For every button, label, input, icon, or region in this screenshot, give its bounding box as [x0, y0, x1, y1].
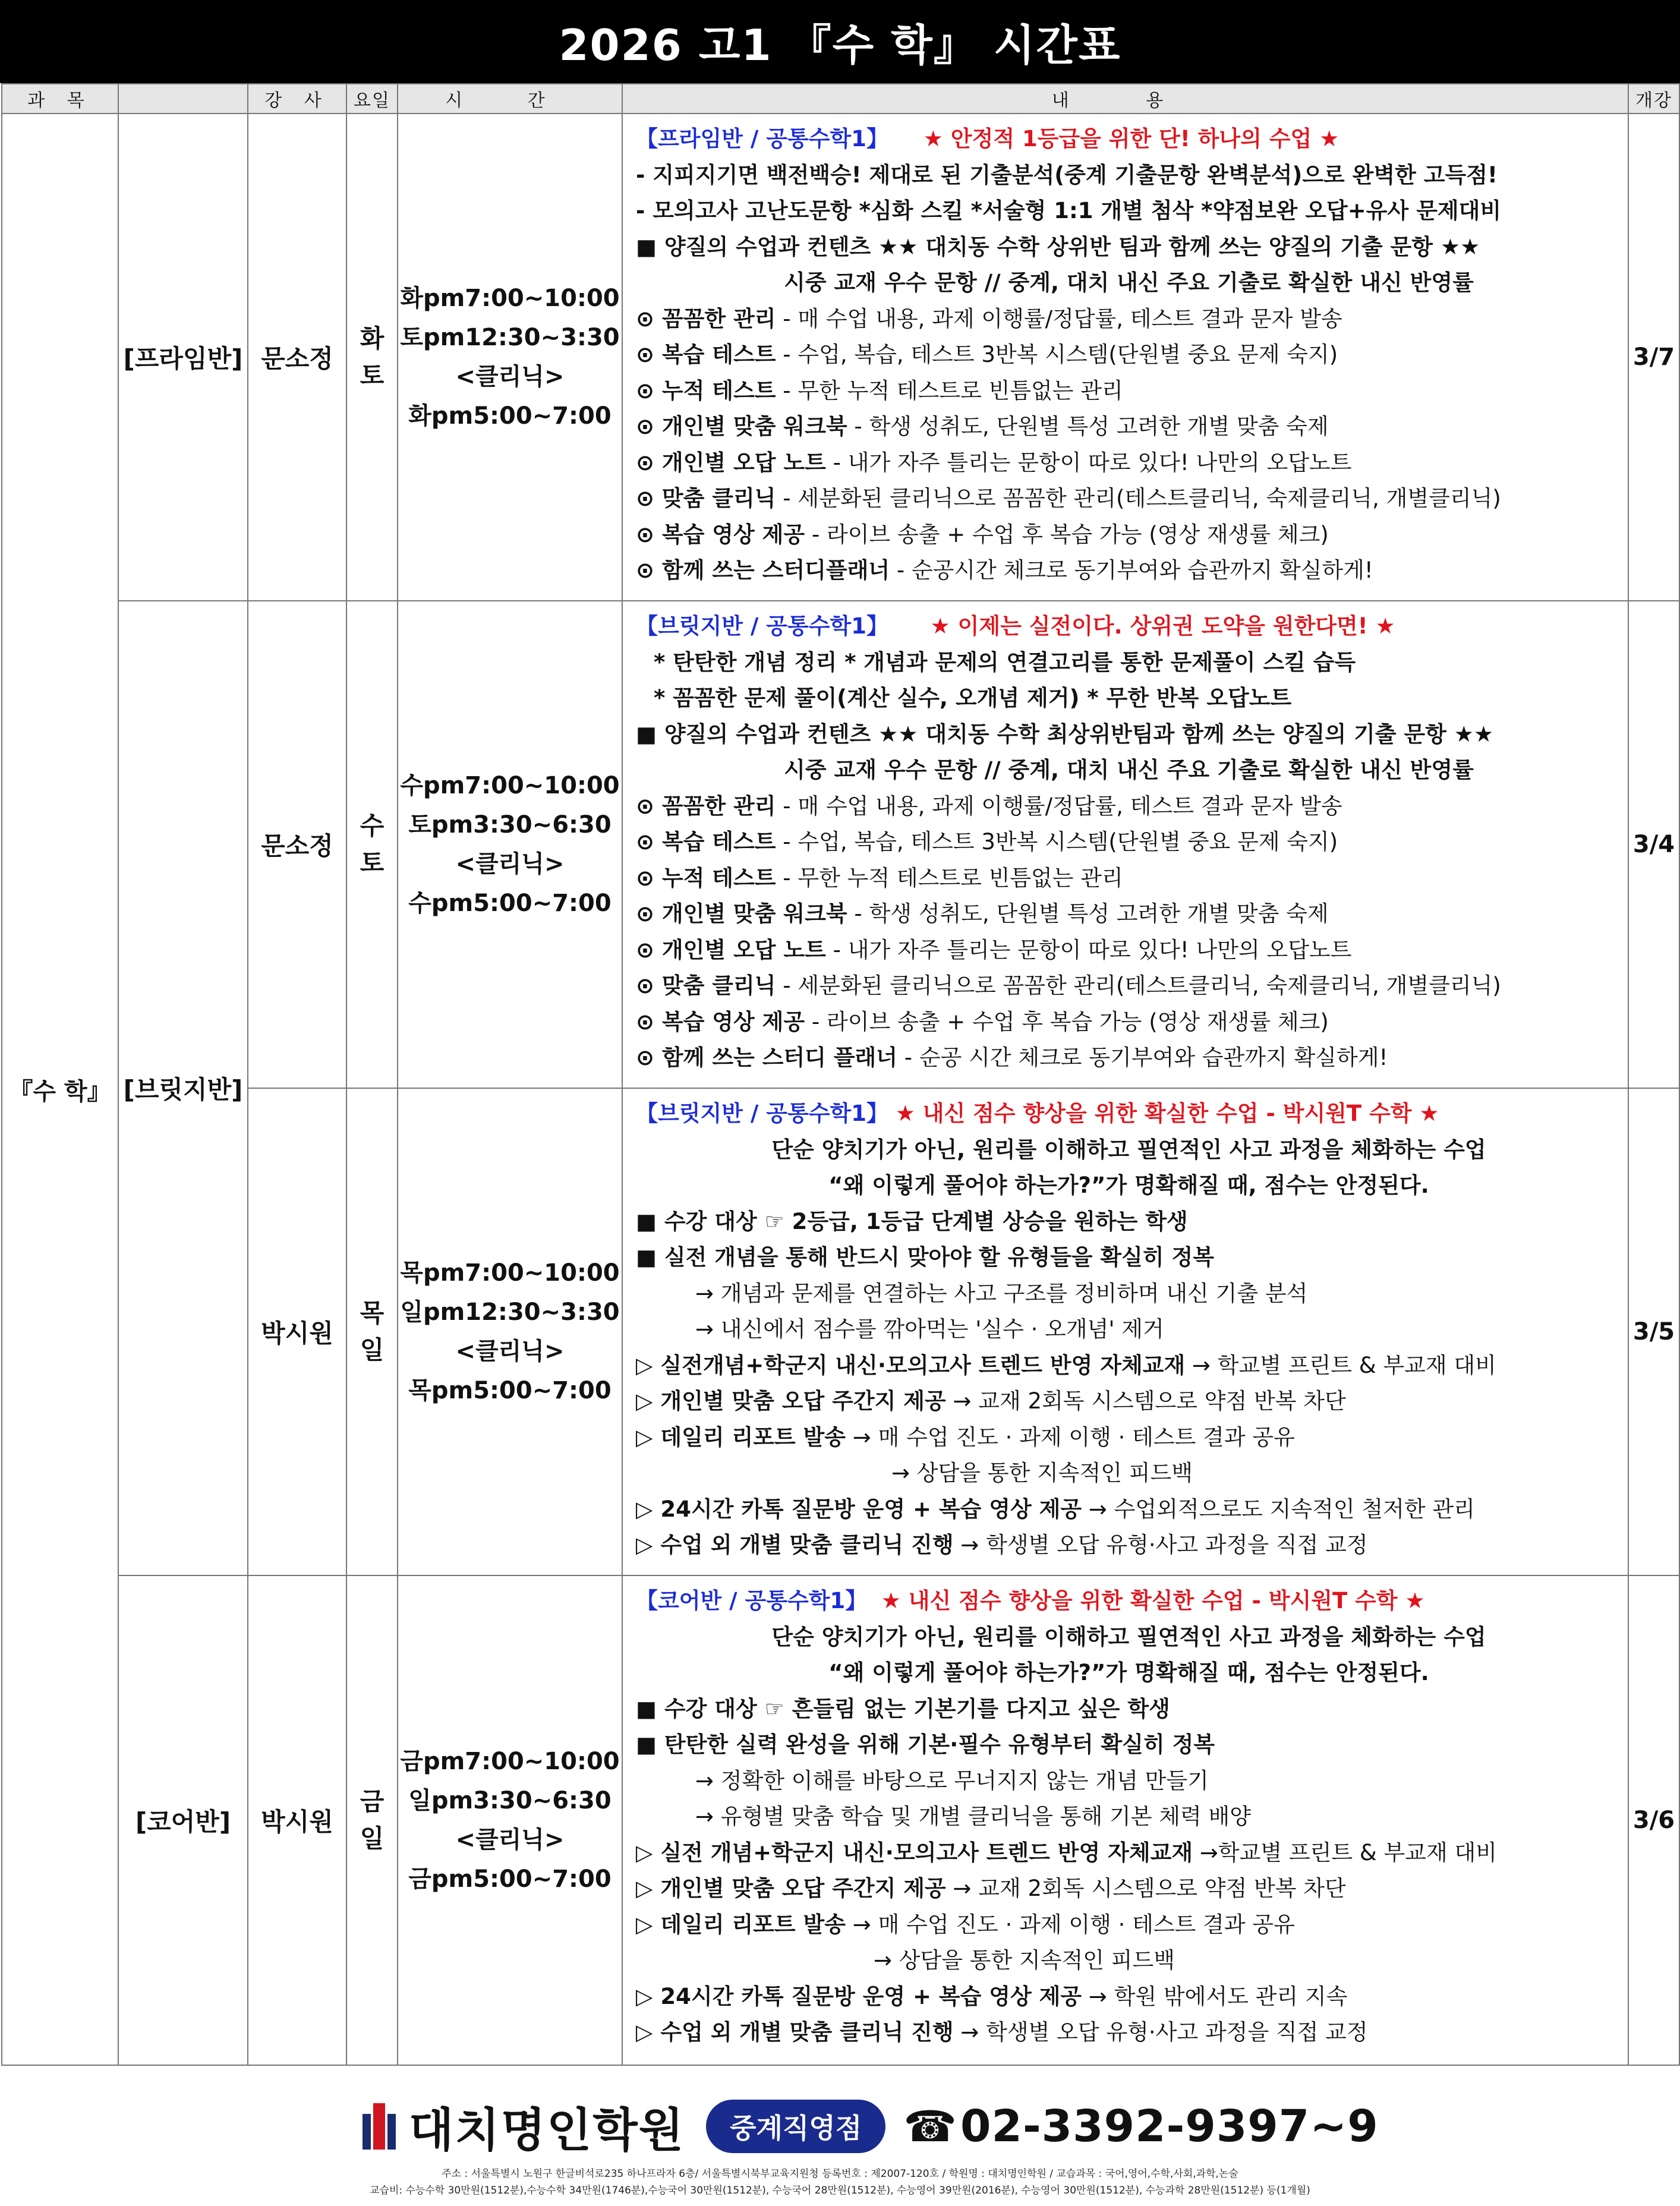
start-date: 3/5: [1628, 1088, 1679, 1575]
class-header: 【코어반 / 공통수학1】: [636, 1588, 868, 1613]
feature-item: ⊙ 개인별 맞춤 워크북 - 학생 성취도, 단원별 특성 고려한 개별 맞춤 숙제: [636, 414, 1329, 439]
feature-item: ⊙ 개인별 오답 노트 - 내가 자주 틀리는 문항이 따로 있다! 나만의 오답노트: [636, 937, 1352, 963]
day-label: 일: [360, 1335, 384, 1364]
arrow-line: → 유형별 맞춤 학습 및 개별 클리닉을 통해 기본 체력 배양: [695, 1804, 1251, 1829]
feature-item: ⊙ 복습 테스트 - 수업, 복습, 테스트 3반복 시스템(단원별 중요 문제 숙지): [636, 829, 1338, 855]
day-cell: [346, 1575, 398, 2065]
day-label: 화: [360, 324, 384, 353]
time-line: 수pm7:00~10:00: [400, 772, 620, 799]
time-line: 토pm3:30~6:30: [408, 811, 612, 839]
content-line: 단순 양치기가 아닌, 원리를 이해하고 필연적인 사고 과정을 체화하는 수업: [771, 1624, 1486, 1650]
feature-item: ▷ 개인별 맞춤 오답 주간지 제공 → 교재 2회독 시스템으로 약점 반복 차단: [636, 1388, 1346, 1414]
feature-item: ▷ 수업 외 개별 맞춤 클리닉 진행 → 학생별 오답 유형·사고 과정을 직접 교정: [636, 1532, 1368, 1558]
time-line: 목pm5:00~7:00: [408, 1377, 612, 1404]
feature-item: ▷ 수업 외 개별 맞춤 클리닉 진행 → 학생별 오답 유형·사고 과정을 직접 교정: [636, 2019, 1368, 2045]
class-header: 【프라임반 / 공통수학1】: [636, 126, 888, 152]
time-line: 목pm7:00~10:00: [400, 1259, 620, 1287]
start-date: 3/4: [1628, 601, 1679, 1088]
time-cell: [398, 1575, 622, 2065]
feature-item: ▷ 개인별 맞춤 오답 주간지 제공 → 교재 2회독 시스템으로 약점 반복 차단: [636, 1876, 1346, 1901]
day-cell: [346, 601, 398, 1088]
teacher-name: 문소정: [248, 601, 346, 1088]
page-title: 2026 고1 『수 학』 시간표: [0, 0, 1680, 83]
feature-item: ▷ 실전개념+학군지 내신·모의고사 트렌드 반영 자체교재 → 학교별 프린트 & 부교재 대비: [636, 1352, 1496, 1378]
time-line: <클리닉>: [455, 1826, 565, 1854]
day-label: 목: [360, 1299, 384, 1328]
content-line: * 탄탄한 개념 정리 * 개념과 문제의 연결고리를 통한 문제풀이 스킬 습득: [654, 649, 1356, 675]
footer-address: 주소 : 서울특별시 노원구 한글비석로235 하나프라자 6층/ 서울특별시북부교육지원청 등록번호 : 제2007-120호 / 학원명 : 대치명인학원 / 교습과목 : 국어,영어,수학,사회,과학,논술: [442, 2168, 1238, 2180]
content-line: ■ 양질의 수업과 컨텐츠 ★★ 대치동 수학 상위반 팀과 함께 쓰는 양질의 기출 문항 ★★: [636, 234, 1480, 260]
day-cell: [346, 114, 398, 601]
content-line: 시중 교재 우수 문항 // 중계, 대치 내신 주요 기출로 확실한 내신 반영률: [784, 270, 1474, 295]
time-line: 금pm7:00~10:00: [400, 1748, 620, 1775]
time-line: 화pm5:00~7:00: [408, 402, 612, 430]
teacher-name: 박시원: [248, 1575, 346, 2065]
time-line: 수pm5:00~7:00: [408, 890, 612, 917]
time-line: 금pm5:00~7:00: [408, 1865, 612, 1893]
content-line: 단순 양치기가 아닌, 원리를 이해하고 필연적인 사고 과정을 체화하는 수업: [771, 1136, 1486, 1162]
feature-item: ⊙ 개인별 오답 노트 - 내가 자주 틀리는 문항이 따로 있다! 나만의 오답노트: [636, 449, 1352, 475]
class-header: 【브릿지반 / 공통수학1】: [636, 613, 888, 639]
header-content: 내 용: [622, 84, 1628, 114]
time-line: <클리닉>: [455, 363, 565, 390]
day-cell: [346, 1088, 398, 1575]
header-day: 요일: [346, 84, 398, 114]
content-cell: [622, 601, 1628, 1088]
start-date: 3/6: [1628, 1575, 1679, 2065]
followup-line: → 상담을 통한 지속적인 피드백: [891, 1460, 1193, 1486]
table-row: [2, 1575, 1679, 2065]
feature-item: ▷ 데일리 리포트 발송 → 매 수업 진도 · 과제 이행 · 테스트 결과 공유: [636, 1911, 1295, 1937]
header-start: 개강: [1628, 84, 1679, 114]
feature-item: ⊙ 꼼꼼한 관리 - 매 수업 내용, 과제 이행률/정답률, 테스트 결과 문자 발송: [636, 793, 1342, 819]
class-name: [코어반]: [118, 1575, 248, 2065]
day-label: 토: [360, 361, 384, 390]
content-line: - 지피지기면 백전백승! 제대로 된 기출분석(중계 기출문항 완벽분석)으로 완벽한 고득점!: [636, 162, 1498, 188]
table-row: [2, 1088, 1679, 1575]
time-cell: [398, 601, 622, 1088]
content-line: - 모의고사 고난도문항 *심화 스킬 *서술형 1:1 개별 첨삭 *약점보완 오답+유사 문제대비: [636, 198, 1502, 223]
header-teacher: 강 사: [248, 84, 346, 114]
feature-item: ⊙ 복습 영상 제공 - 라이브 송출 + 수업 후 복습 가능 (영상 재생률 체크): [636, 1009, 1329, 1035]
subject-cell: 『수 학』: [2, 114, 118, 2065]
content-line: 시중 교재 우수 문항 // 중계, 대치 내신 주요 기출로 확실한 내신 반영률: [784, 757, 1474, 783]
feature-item: ▷ 24시간 카톡 질문방 운영 + 복습 영상 제공 → 학원 밖에서도 관리 지속: [636, 1983, 1348, 2009]
followup-line: → 상담을 통한 지속적인 피드백: [874, 1947, 1175, 1973]
header-class: [118, 84, 248, 114]
arrow-line: → 정확한 이해를 바탕으로 무너지지 않는 개념 만들기: [695, 1767, 1209, 1794]
class-name: [브릿지반]: [118, 601, 248, 1575]
schedule-table: [1, 83, 1680, 2066]
feature-item: ⊙ 누적 테스트 - 무한 누적 테스트로 빈틈없는 관리: [636, 865, 1123, 891]
time-line: 화pm7:00~10:00: [400, 285, 620, 312]
class-slogan: ★ 내신 점수 향상을 위한 확실한 수업 - 박시원T 수학 ★: [881, 1588, 1425, 1613]
class-slogan: ★ 내신 점수 향상을 위한 확실한 수업 - 박시원T 수학 ★: [895, 1101, 1439, 1126]
branch-badge: 중계직영점: [706, 2100, 885, 2153]
day-label: 토: [360, 848, 384, 877]
day-label: 수: [360, 811, 384, 840]
goal-line: ■ 실전 개념을 통해 반드시 맞아야 할 유형들을 확실히 정복: [636, 1244, 1214, 1270]
time-line: 일pm3:30~6:30: [408, 1787, 612, 1814]
time-line: 일pm12:30~3:30: [400, 1299, 620, 1326]
time-line: 토pm12:30~3:30: [400, 324, 620, 351]
time-cell: [398, 1088, 622, 1575]
feature-item: ▷ 24시간 카톡 질문방 운영 + 복습 영상 제공 → 수업외적으로도 지속적인 철저한 관리: [636, 1496, 1475, 1522]
content-line: “왜 이렇게 풀어야 하는가?”가 명확해질 때, 점수는 안정된다.: [828, 1660, 1429, 1685]
content-line: ■ 양질의 수업과 컨텐츠 ★★ 대치동 수학 최상위반팀과 함께 쓰는 양질의 기출 문항 ★★: [636, 721, 1494, 747]
feature-item: ⊙ 맞춤 클리닉 - 세분화된 클리닉으로 꼼꼼한 관리(테스트클리닉, 숙제클리닉, 개별클리닉): [636, 486, 1501, 511]
header-row: [2, 84, 1679, 114]
table-row: [2, 601, 1679, 1088]
target-line: ■ 수강 대상 ☞ 2등급, 1등급 단계별 상승을 원하는 학생: [636, 1208, 1188, 1234]
content-cell: [622, 1575, 1628, 2065]
class-header: 【브릿지반 / 공통수학1】: [636, 1101, 888, 1126]
content-line: “왜 이렇게 풀어야 하는가?”가 명확해질 때, 점수는 안정된다.: [828, 1173, 1429, 1198]
teacher-name: 박시원: [248, 1088, 346, 1575]
time-cell: [398, 114, 622, 601]
feature-item: ⊙ 맞춤 클리닉 - 세분화된 클리닉으로 꼼꼼한 관리(테스트클리닉, 숙제클리닉, 개별클리닉): [636, 973, 1501, 998]
day-label: 일: [360, 1824, 384, 1853]
arrow-line: → 내신에서 점수를 깎아먹는 '실수 · 오개념' 제거: [695, 1316, 1164, 1342]
feature-item: ⊙ 개인별 맞춤 워크북 - 학생 성취도, 단원별 특성 고려한 개별 맞춤 숙제: [636, 901, 1329, 926]
feature-item: ▷ 실전 개념+학군지 내신·모의고사 트렌드 반영 자체교재 →학교별 프린트 & 부교재 대비: [636, 1839, 1497, 1865]
start-date: 3/7: [1628, 114, 1679, 601]
feature-item: ⊙ 꼼꼼한 관리 - 매 수업 내용, 과제 이행률/정답률, 테스트 결과 문자 발송: [636, 305, 1342, 332]
feature-item: ⊙ 함께 쓰는 스터디플래너 - 순공시간 체크로 동기부여와 습관까지 확실하게!: [636, 557, 1373, 583]
content-line: * 꼼꼼한 문제 풀이(계산 실수, 오개념 제거) * 무한 반복 오답노트: [654, 685, 1292, 711]
feature-item: ⊙ 누적 테스트 - 무한 누적 테스트로 빈틈없는 관리: [636, 377, 1123, 404]
feature-item: ⊙ 함께 쓰는 스터디 플래너 - 순공 시간 체크로 동기부여와 습관까지 확실하게!: [636, 1045, 1388, 1070]
header-subject: 과 목: [2, 84, 118, 114]
class-slogan: ★ 안정적 1등급을 위한 단! 하나의 수업 ★: [923, 126, 1339, 152]
academy-name: 대치명인학원: [409, 2104, 685, 2157]
header-time: 시 간: [398, 84, 622, 114]
footer-brand: [363, 2094, 1379, 2159]
feature-item: ⊙ 복습 영상 제공 - 라이브 송출 + 수업 후 복습 가능 (영상 재생률 체크): [636, 521, 1329, 547]
teacher-name: 문소정: [248, 114, 346, 601]
time-line: <클리닉>: [455, 1338, 565, 1365]
feature-item: ⊙ 복습 테스트 - 수업, 복습, 테스트 3반복 시스템(단원별 중요 문제 숙지): [636, 342, 1338, 367]
target-line: ■ 수강 대상 ☞ 흔들림 없는 기본기를 다지고 싶은 학생: [636, 1696, 1170, 1722]
content-cell: [622, 114, 1628, 601]
feature-item: ▷ 데일리 리포트 발송 → 매 수업 진도 · 과제 이행 · 테스트 결과 공유: [636, 1424, 1295, 1450]
arrow-line: → 개념과 문제를 연결하는 사고 구조를 정비하며 내신 기출 분석: [695, 1280, 1308, 1306]
class-slogan: ★ 이제는 실전이다. 상위권 도약을 원한다면! ★: [930, 613, 1395, 639]
footer-fees: 교습비: 수능수학 30만원(1512분),수능수학 34만원(1746분),수능국어 30만원(1512분), 수능국어 28만원(1512분), 수능영어 39만원(2016분), 수능영어 30만원(1512분), 수능과학 28만원(1512분) 등(1개월): [370, 2185, 1310, 2196]
table-row: [2, 114, 1679, 601]
day-label: 금: [360, 1787, 384, 1816]
goal-line: ■ 탄탄한 실력 완성을 위해 기본·필수 유형부터 확실히 정복: [636, 1732, 1215, 1757]
content-cell: [622, 1088, 1628, 1575]
time-line: <클리닉>: [455, 850, 565, 878]
phone-number: 02-3392-9397~9: [960, 2101, 1379, 2152]
academy-logo-icon: [363, 2103, 398, 2150]
class-name: [프라임반]: [118, 114, 248, 601]
footer: [0, 2070, 1680, 2206]
phone-icon: ☎: [903, 2101, 957, 2151]
